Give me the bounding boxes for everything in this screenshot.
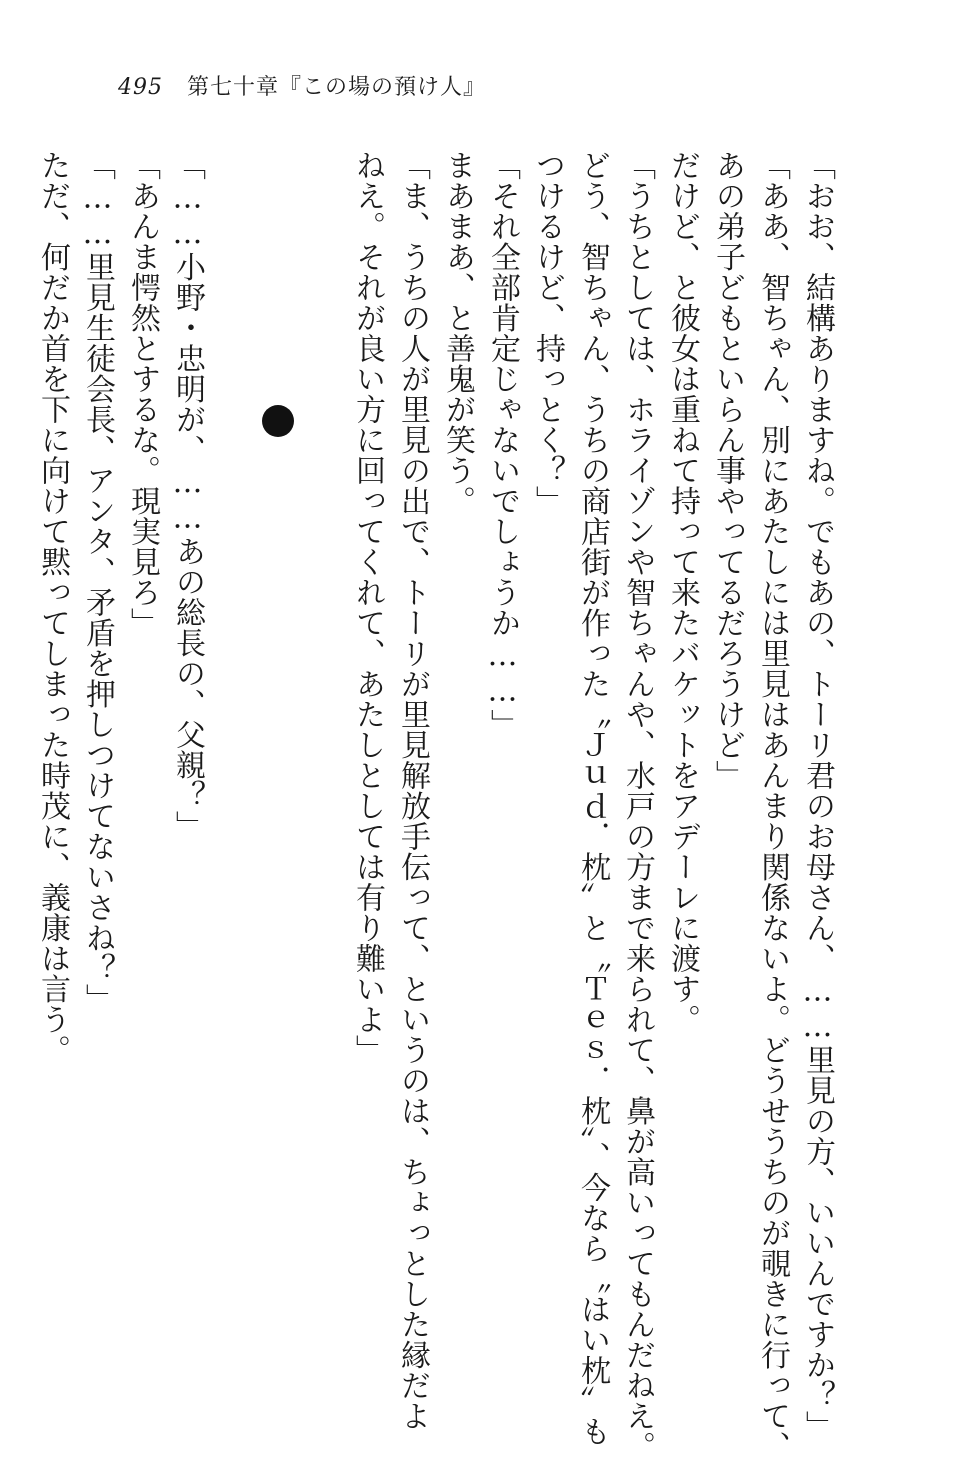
scene-break-dot [262, 405, 294, 437]
text-line: まあまあ、と善鬼が笑う。 [440, 150, 475, 516]
chapter-title: 第七十章『この場の預け人』 [187, 75, 487, 100]
text-line: 「……里見生徒会長、アンタ、矛盾を押しつけてないさね？」 [80, 150, 115, 1014]
text-line: だけど、と彼女は重ねて持って来たバケットをアデーレに渡す。 [665, 150, 700, 1035]
text-line: 「うちとしては、ホライゾンや智ちゃんや、水戸の方まで来られて、鼻が高いってもんだねえ。 [620, 150, 655, 1462]
text-line: 「それ全部肯定じゃないでしょうか……」 [485, 150, 520, 740]
text-line: あの弟子どもといらん事やってるだろうけど」 [710, 150, 745, 791]
text-line: つけるけど、持っとく？」 [530, 150, 565, 516]
text-line: 「あんま愕然とするな。現実見ろ」 [125, 150, 160, 638]
text-line: ねえ。それが良い方に回ってくれて、あたしとしては有り難いよ」 [350, 150, 385, 1065]
text-line: 「ああ、智ちゃん、別にあたしには里見はあんまり関係ないよ。どうせうちのが覗きに行って、 [755, 150, 790, 1462]
text-line: ただ、何だか首を下に向けて黙ってしまった時茂に、義康は言う。 [35, 150, 70, 1065]
text-line: どう、智ちゃん、うちの商店街が作った〝Ｊｕｄ．枕〟と〝Ｔｅｓ．枕〟、今なら〝はい枕〟も [575, 150, 610, 1447]
body-text [30, 150, 840, 1462]
text-line: 「……小野・忠明が、……あの総長の、父親？」 [170, 150, 205, 841]
text-line: 「ま、うちの人が里見の出で、トーリが里見解放手伝って、というのは、ちょっとした縁だよ [395, 150, 430, 1431]
page-number: 495 [118, 75, 163, 100]
text-line: 「おお、結構ありますね。でもあの、トーリ君のお母さん、……里見の方、いいんですか？」 [800, 150, 835, 1441]
scene-break [210, 150, 345, 1290]
page-header [118, 70, 486, 101]
